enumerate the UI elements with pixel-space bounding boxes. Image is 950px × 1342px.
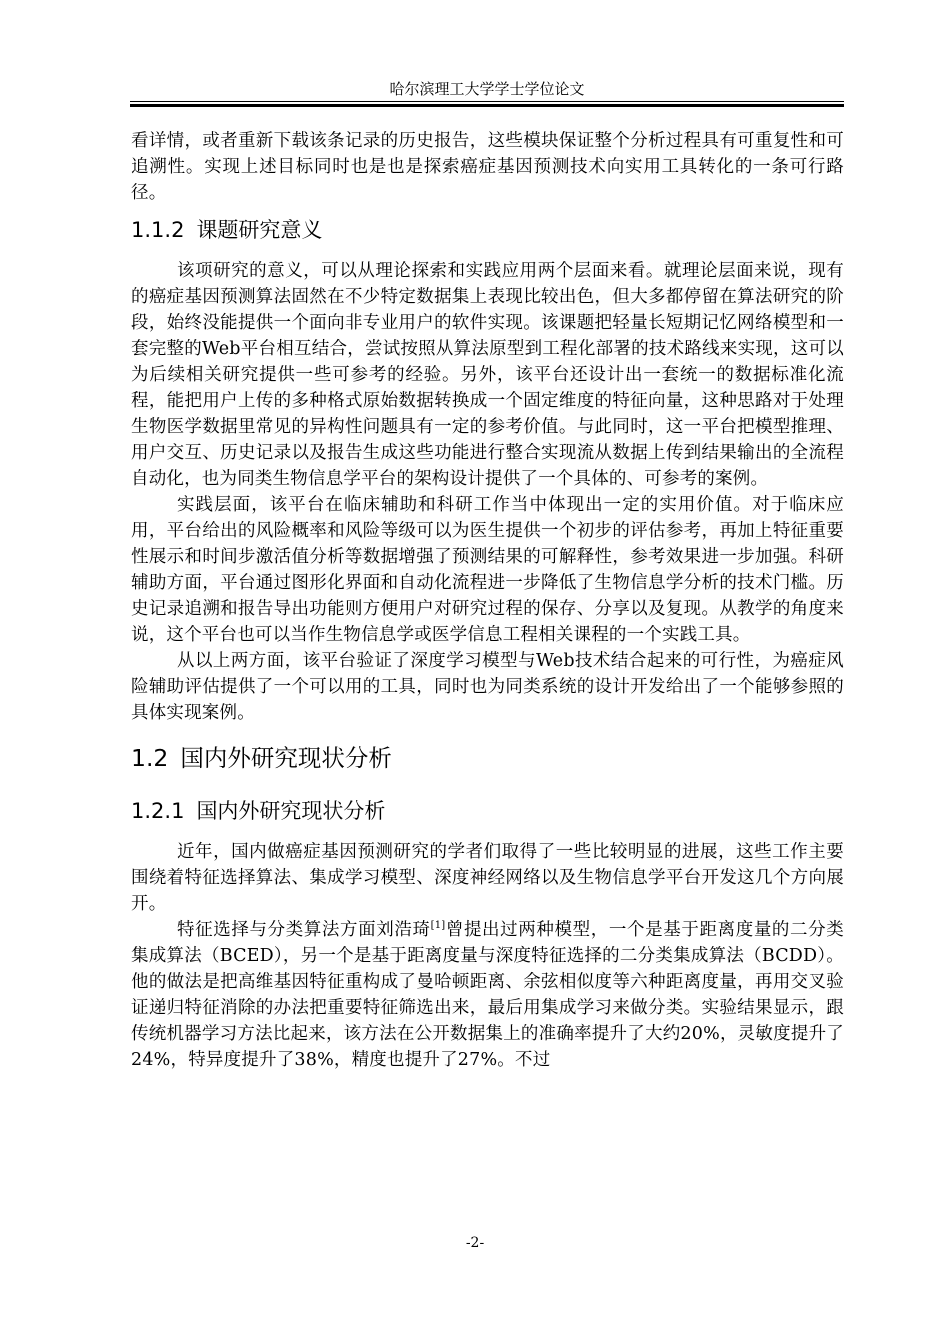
section-number: 1.1.2	[131, 218, 185, 242]
paragraph-status-feature-selection	[131, 917, 844, 1073]
paragraph-continued: 看详情，或者重新下载该条记录的历史报告，这些模块保证整个分析过程具有可重复性和可追溯性。实现上述目标同时也是也是探索癌症基因预测技术向实用工具转化的一条可行路径。	[131, 131, 844, 203]
citation-ref: [1]	[430, 920, 446, 932]
paragraph-status-overview: 近年，国内做癌症基因预测研究的学者们取得了一些比较明显的进展，这些工作主要围绕着特征选择算法、集成学习模型、深度神经网络以及生物信息学平台开发这几个方向展开。	[131, 842, 844, 914]
paragraph-significance-summary: 从以上两方面，该平台验证了深度学习模型与Web技术结合起来的可行性，为癌症风险辅助评估提供了一个可以用的工具，同时也为同类系统的设计开发给出了一个能够参照的具体实现案例。	[131, 651, 844, 723]
section-number: 1.2	[131, 744, 169, 772]
page-body	[131, 128, 844, 1073]
header-rule-thin	[130, 101, 844, 102]
running-header: 哈尔滨理工大学学士学位论文	[389, 80, 585, 98]
paragraph-significance-practice: 实践层面，该平台在临床辅助和科研工作当中体现出一定的实用价值。对于临床应用，平台给出的风险概率和风险等级可以为医生提供一个初步的评估参考，再加上特征重要性展示和时间步激活值分析等数据增强了预测结果的可解释性，参考效果进一步加强。科研辅助方面，平台通过图形化界面和自动化流程进一步降低了生物信息学分析的技术门槛。历史记录追溯和报告导出功能则方便用户对研究过程的保存、分享以及复现。从教学的角度来说，这个平台也可以当作生物信息学或医学信息工程相关课程的一个实践工具。	[131, 495, 844, 645]
paragraph-text: 特征选择与分类算法方面刘浩琦	[177, 920, 431, 940]
page-number: -2-	[465, 1235, 485, 1251]
section-title: 课题研究意义	[196, 218, 323, 242]
section-title: 国内外研究现状分析	[196, 799, 386, 823]
paragraph-significance-theory: 该项研究的意义，可以从理论探索和实践应用两个层面来看。就理论层面来说，现有的癌症基因预测算法固然在不少特定数据集上表现比较出色，但大多都停留在算法研究的阶段，始终没能提供一个面向非专业用户的软件实现。该课题把轻量长短期记忆网络模型和一套完整的Web平台相互结合，尝试按照从算法原型到工程化部署的技术路线来实现，这可以为后续相关研究提供一些可参考的经验。另外，该平台还设计出一套统一的数据标准化流程，能把用户上传的多种格式原始数据转换成一个固定维度的特征向量，这种思路对于处理生物医学数据里常见的异构性问题具有一定的参考价值。与此同时，这一平台把模型推理、用户交互、历史记录以及报告生成这些功能进行整合实现流从数据上传到结果输出的全流程自动化，也为同类生物信息学平台的架构设计提供了一个具体的、可参考的案例。	[131, 261, 844, 489]
section-title: 国内外研究现状分析	[180, 744, 392, 772]
section-heading-1-2	[131, 741, 844, 775]
section-heading-1-2-1	[131, 794, 844, 828]
paragraph-text: 曾提出过两种模型，一个是基于距离度量的二分类集成算法（BCED），另一个是基于距离度量与深度特征选择的二分类集成算法（BCDD）。他的做法是把高维基因特征重构成了曼哈顿距离、余弦相似度等六种距离度量，再用交叉验证递归特征消除的办法把重要特征筛选出来，最后用集成学习来做分类。实验结果显示，跟传统机器学习方法比起来，该方法在公开数据集上的准确率提升了大约20%，灵敏度提升了24%，特异度提升了38%，精度也提升了27%。不过	[131, 920, 844, 1070]
header-rule-thick	[130, 104, 844, 107]
section-heading-1-1-2	[131, 213, 844, 247]
section-number: 1.2.1	[131, 799, 185, 823]
